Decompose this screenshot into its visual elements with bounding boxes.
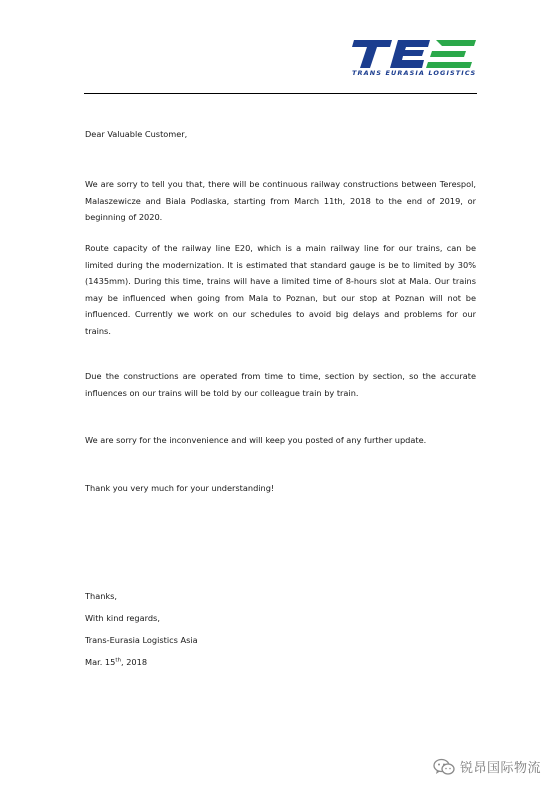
- date-ordinal-suffix: th: [115, 657, 121, 664]
- closing-company: Trans-Eurasia Logistics Asia: [85, 635, 198, 645]
- paragraph-thanks: Thank you very much for your understanding!: [85, 483, 275, 493]
- salutation: Dear Valuable Customer,: [85, 129, 188, 139]
- logo-caption: TRANS EURASIA LOGISTICS: [352, 69, 477, 77]
- header-divider: [84, 93, 477, 94]
- closing-regards: With kind regards,: [85, 613, 160, 623]
- wechat-watermark: [433, 757, 541, 776]
- tee-logo-mark: [348, 38, 480, 70]
- paragraph-apology: We are sorry for the inconvenience and will keep you posted of any further update.: [85, 435, 427, 445]
- paragraph-section-influence: Due the constructions are operated from time to time, section by section, so the accurate influences on our trains will be told by our colleague train by train.: [85, 371, 476, 398]
- company-logo: [348, 38, 480, 84]
- paragraph-construction-notice: We are sorry to tell you that, there will be continuous railway constructions between Terespol, Malaszewicze and Biala Podlaska, starting from March 11th, 2018 to the end of 2019, or beginning of 2020.: [85, 179, 476, 222]
- closing-thanks: Thanks,: [85, 591, 118, 601]
- watermark-text: 锐昂国际物流: [460, 761, 542, 776]
- date-year: , 2018: [120, 657, 148, 667]
- closing-block: [85, 585, 198, 673]
- paragraph-route-capacity: Route capacity of the railway line E20, which is a main railway line for our trains, can be limited during the modernization. It is estimated that standard gauge is be to limited by 30% (1435mm). During this time, trains will have a limited time of 8-hours slot at Mala. Our trains may be influenced when going from Mala to Poznan, but our stop at Poznan will not be influenced. Currently we work on our schedules to avoid big delays and problems for our trains.: [85, 243, 476, 336]
- date-day: Mar. 15: [85, 657, 116, 667]
- closing-date: [85, 651, 198, 673]
- wechat-icon: [433, 758, 455, 776]
